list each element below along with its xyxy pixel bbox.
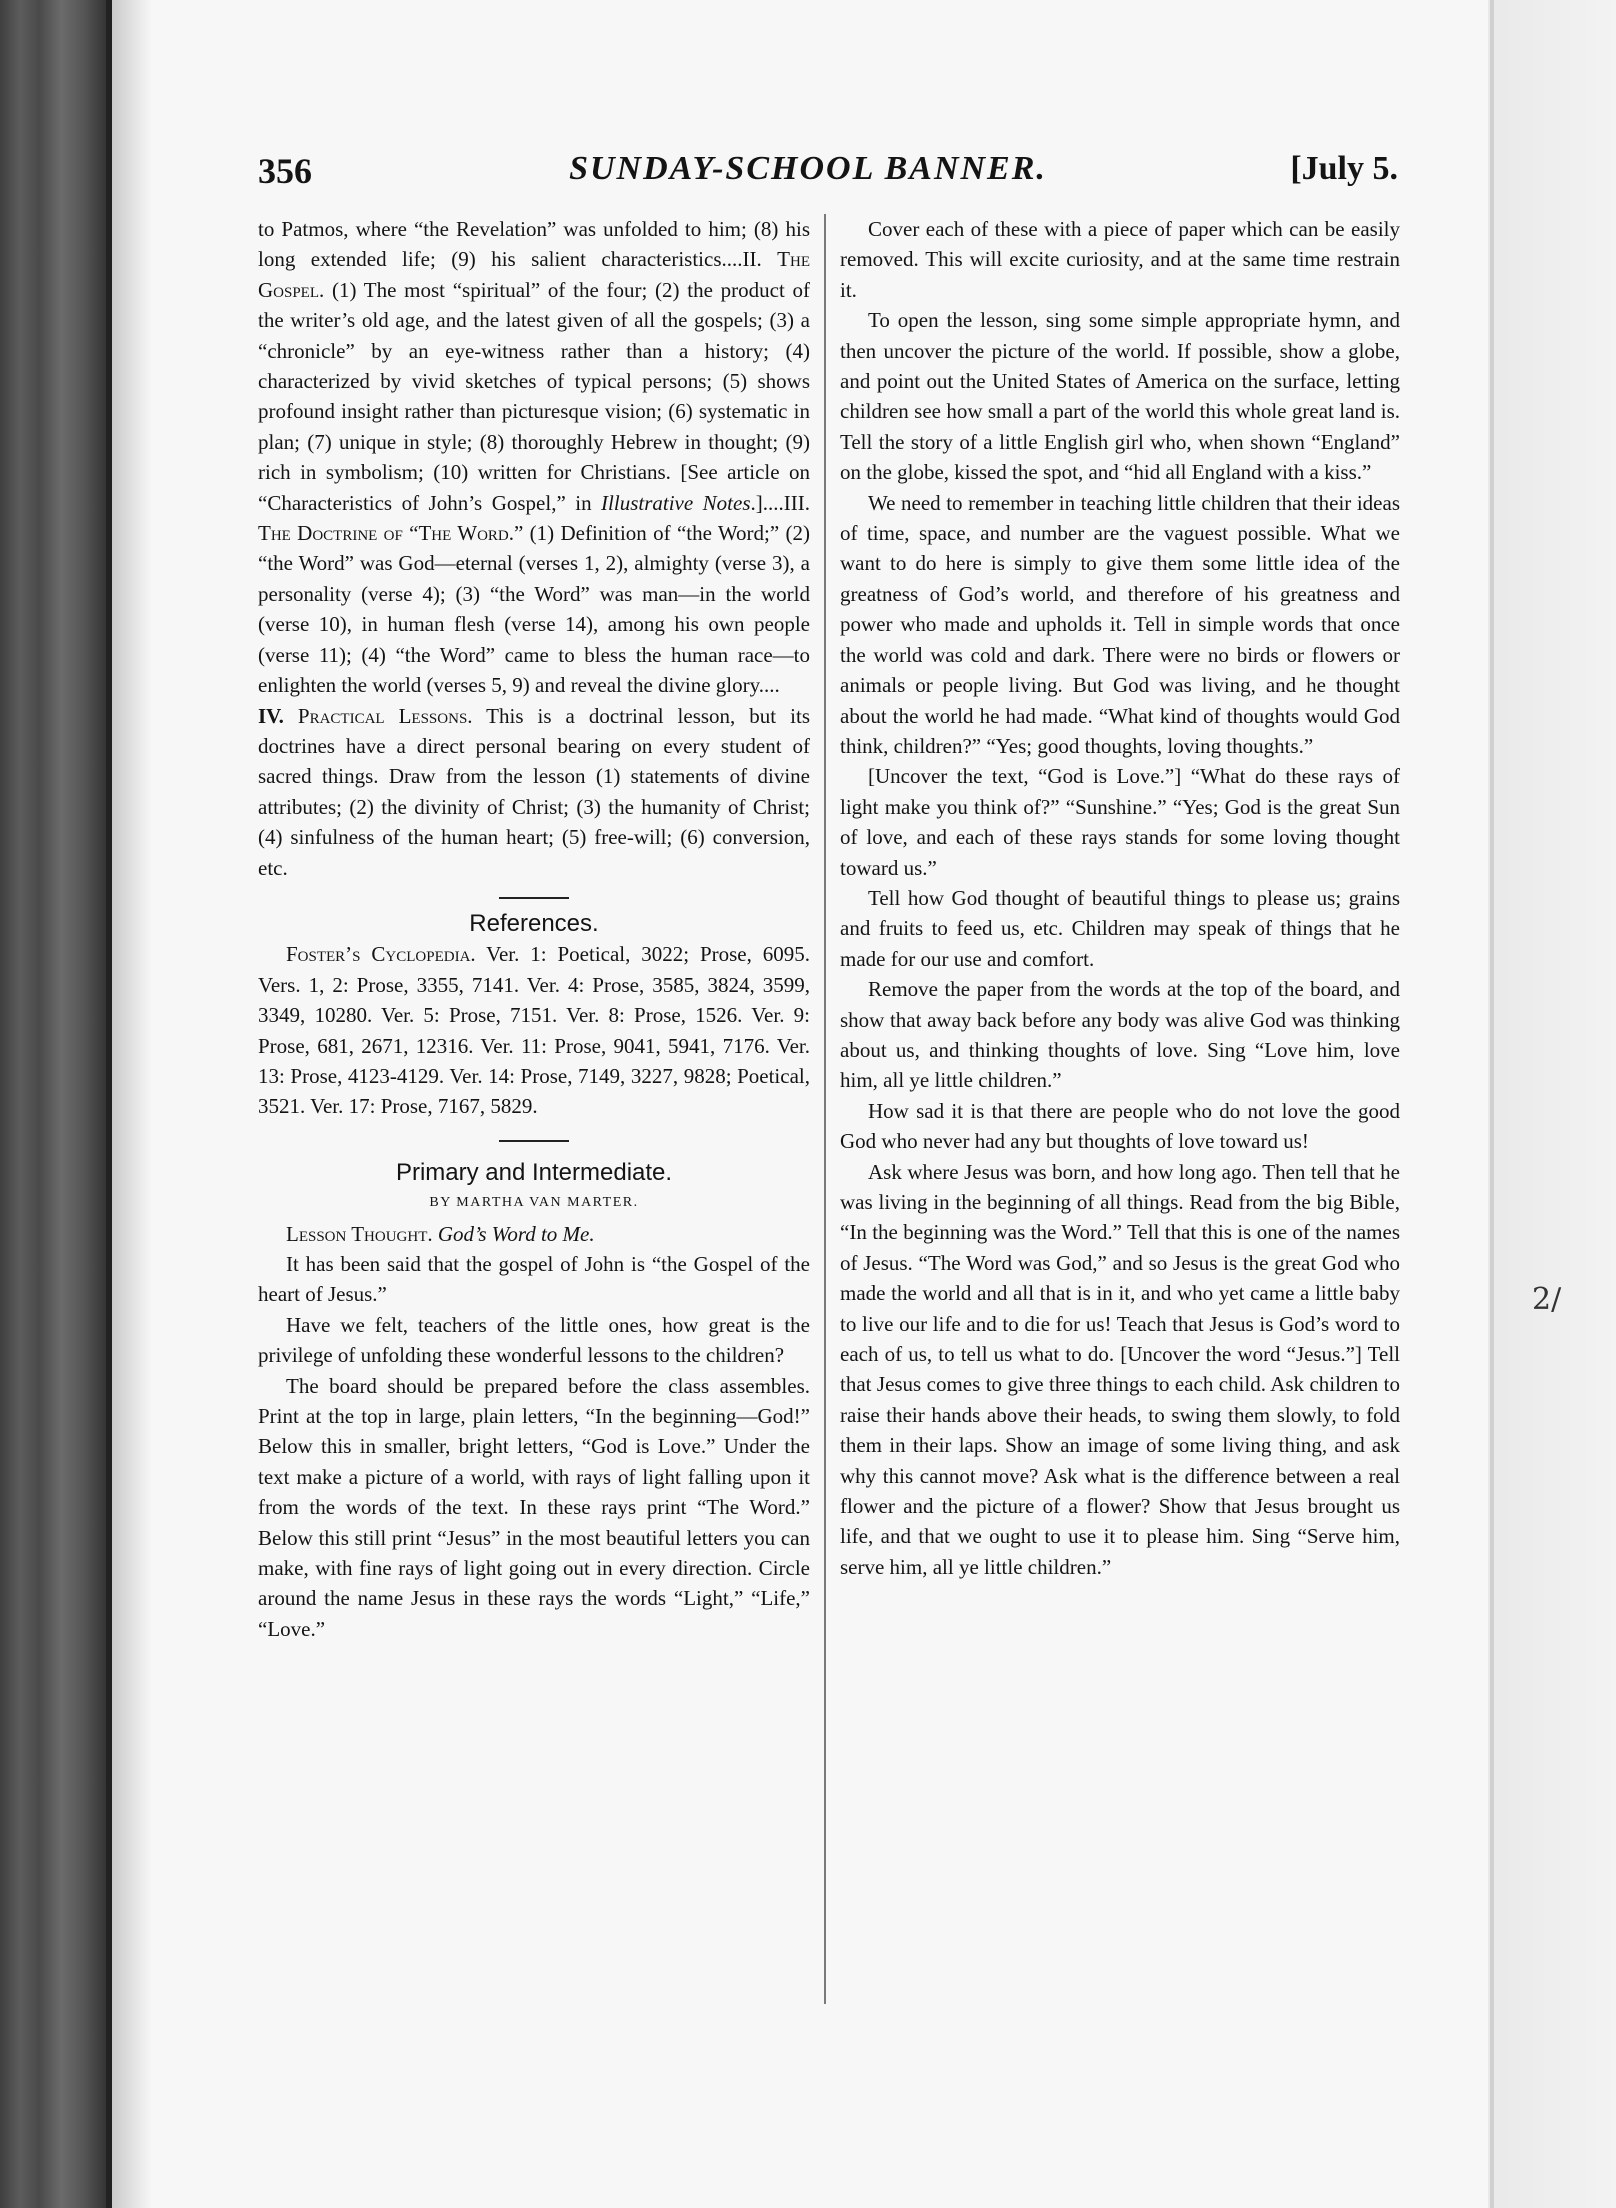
outline-heading-gospel: The Gospel. bbox=[258, 247, 810, 302]
lesson-thought: Lesson Thought. God’s Word to Me. bbox=[286, 1221, 595, 1246]
paragraph: It has been said that the gospel of John is “the Gospel of the heart of Jesus.” bbox=[258, 1252, 810, 1307]
column-rule bbox=[824, 214, 826, 2004]
outline-heading-doctrine: The Doctrine of “The Word.” bbox=[258, 521, 524, 546]
left-column bbox=[258, 214, 810, 1644]
paragraph: To open the lesson, sing some simple appropriate hymn, and then uncover the picture of the world. If possible, show a globe, and point out the United States of America on the surface, letting children see how small a part of the world this whole great land is. Tell the story of a little English girl who, when shown “England” on the globe, kissed the spot, and “hid all England with a kiss.” bbox=[840, 308, 1400, 485]
running-title: SUNDAY-SCHOOL BANNER. bbox=[569, 150, 1047, 187]
paragraph: [Uncover the text, “God is Love.”] “What do these rays of light make you think of?” “Sunshine.” “Yes; God is the great Sun of love, and each of these rays stands for some loving thought toward us.” bbox=[840, 764, 1400, 880]
paragraph: Have we felt, teachers of the little ones, how great is the privilege of unfolding these wonderful lessons to the children? bbox=[258, 1312, 810, 1368]
paragraph: Ask where Jesus was born, and how long ago. Then tell that he was living in the beginning of all things. Read from the big Bible, “In the beginning was the Word.” Tell that this is one of the names of Jesus. “The Word was God,” and so Jesus is the great God who made the world and all that is in it, and who yet came a little baby to live our life and to die for us! Teach that Jesus is God’s word to each of us, to tell us what to do. [Uncover the word “Jesus.”] Tell that Jesus comes to give three things to each child. Ask children to raise their hands above their heads, to swing them slowly, to fold them in their laps. Show an image of some living thing, and ask why this cannot move? Ask what is the difference between a real flower and the picture of a flower? Show that Jesus brought us life, and that we ought to use it to please him. Sing “Serve him, serve him, all ye little children.” bbox=[840, 1159, 1400, 1579]
section-divider bbox=[499, 897, 569, 899]
paragraph: How sad it is that there are people who do not love the good God who never had any but thoughts of love toward us! bbox=[840, 1098, 1400, 1154]
references-source: Foster’s Cyclopedia. bbox=[286, 942, 476, 967]
paragraph: Cover each of these with a piece of paper which can be easily removed. This will excite curiosity, and at the same time restrain it. bbox=[840, 217, 1400, 302]
margin-pencil-mark: 2/ bbox=[1532, 1282, 1562, 1317]
book-title: Illustrative Notes bbox=[601, 490, 751, 515]
paragraph: We need to remember in teaching little children that their ideas of time, space, and number are the vaguest possible. What we want to do here is simply to give them some little idea of the greatness of God’s world, and therefore of his greatness and power who made and upholds it. Tell in simple words that once the world was cold and dark. There were no birds or flowers or animals or people living. But God was living, and he thought about the world he had made. “What kind of thoughts would God think, children?” “Yes; good thoughts, loving thoughts.” bbox=[840, 490, 1400, 758]
page-edge-line bbox=[1490, 0, 1494, 2208]
section-divider bbox=[499, 1140, 569, 1142]
primary-intermediate-heading: Primary and Intermediate. bbox=[395, 1158, 673, 1186]
next-page-edge bbox=[1488, 0, 1616, 2208]
outline-heading-practical: Practical Lessons. bbox=[297, 703, 473, 728]
issue-date: [July 5. bbox=[1290, 150, 1398, 187]
paragraph: The board should be prepared before the class assembles. Print at the top in large, plain letters, “In the beginning—God!” Below this in smaller, bright letters, “God is Love.” Under the text make a picture of a world, with rays of light falling upon it from the words of the text. In these rays print “The Word.” Below this still print “Jesus” in the most beautiful letters you can make, with fine rays of light going out in every direction. Circle around the name Jesus in these rays the words “Light,” “Life,” “Love.” bbox=[258, 1373, 810, 1641]
references-heading: References. bbox=[469, 909, 599, 937]
page-header bbox=[258, 150, 1398, 200]
references-paragraph: Foster’s Cyclopedia. Ver. 1: Poetical, 3022; Prose, 6095. Vers. 1, 2: Prose, 3355, 7141. Ver. 4: Prose, 3585, 3824, 3599, 3349, 10280. Ver. 5: Prose, 7151. Ver. 8: Prose, 1526. Ver. 9: Prose, 681, 2671, 12316. Ver. 11: Prose, 9041, 5941, 7176. Ver. 13: Prose, 4123-4129. Ver. 14: Prose, 7149, 3227, 9828; Poetical, 3521. Ver. 17: Prose, 7167, 5829. bbox=[258, 942, 810, 1119]
gutter-shadow bbox=[112, 0, 152, 2208]
paragraph: Tell how God thought of beautiful things to please us; grains and fruits to feed us, etc. Children may speak of things that he made for our use and comfort. bbox=[840, 885, 1400, 971]
paragraph: Remove the paper from the words at the top of the board, and show that away back before any body was alive God was thinking about us, and thinking thoughts of love. Sing “Love him, love him, all ye little children.” bbox=[840, 977, 1400, 1093]
page-number: 356 bbox=[258, 151, 312, 191]
right-column bbox=[840, 214, 1400, 1582]
book-spine bbox=[0, 0, 112, 2208]
byline: BY MARTHA VAN MARTER. bbox=[429, 1195, 639, 1211]
lesson-outline-paragraph: to Patmos, where “the Revelation” was unfolded to him; (8) his long extended life; (9) his salient characteristics....II. The Gospel. (1) The most “spiritual” of the four; (2) the product of the writer’s old age, and the latest given of all the gospels; (3) a “chronicle” by an eye-witness rather than a history; (4) characterized by vivid sketches of typical persons; (5) shows profound insight rather than picturesque vision; (6) systematic in plan; (7) unique in style; (8) thoroughly Hebrew in thought; (9) rich in symbolism; (10) written for Christians. [See article on “Characteristics of John’s Gospel,” in Illustrative Notes.]....III. The Doctrine of “The Word.” (1) Definition of “the Word;” (2) “the Word” was God—eternal (verses 1, 2), almighty (verse 3), a personality (verse 4); (3) “the Word” was man—in the world (verse 10), in human flesh (verse 14), among his own people (verse 11); (4) “the Word” came to bless the human race—to enlighten the world (verses 5, 9) and reveal the divine glory.... IV. Practical Lessons. This is a doctrinal lesson, but its doctrines have a direct personal bearing on every student of sacred things. Draw from the lesson (1) statements of divine attributes; (2) the divinity of Christ; (3) the humanity of Christ; (4) sinfulness of the human heart; (5) free-will; (6) conversion, etc. bbox=[258, 217, 811, 880]
